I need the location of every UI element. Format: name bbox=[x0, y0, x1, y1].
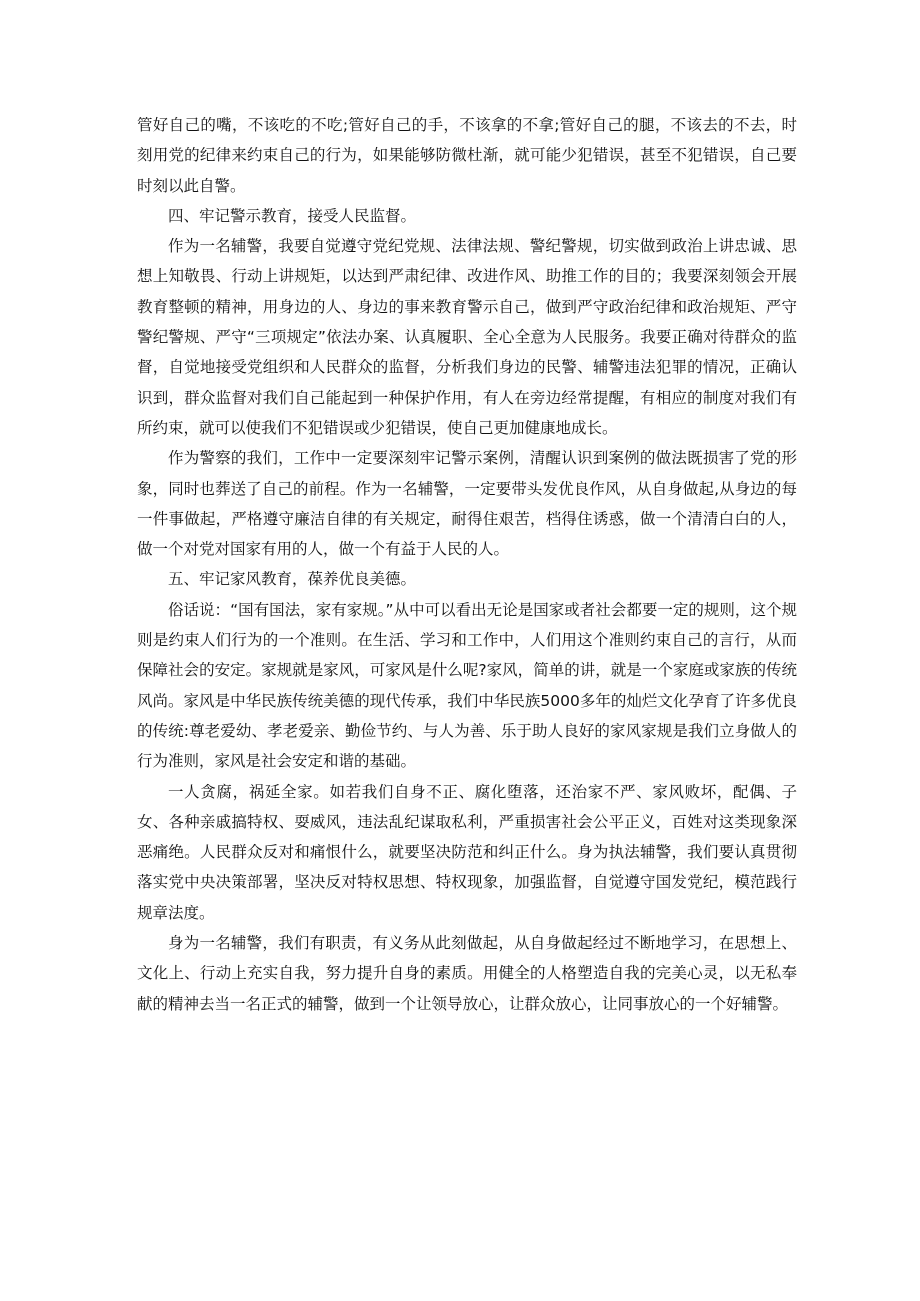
section-heading-five: 五、牢记家风教育，葆养优良美德。 bbox=[168, 570, 417, 589]
paragraph-intro-continuation: 管好自己的嘴，不该吃的不吃;管好自己的手，不该拿的不拿;管好自己的腿，不该去的不去，时刻用党的纪律来约束自己的行为，如果能够防微杜渐，就可能少犯错误，甚至不犯错误，自己要时刻以此自警。 bbox=[137, 116, 797, 195]
document-body bbox=[137, 110, 797, 1019]
paragraph-conclusion: 身为一名辅警，我们有职责，有义务从此刻做起，从自身做起经过不断地学习，在思想上、文化上、行动上充实自我，努力提升自身的素质。用健全的人格塑造自我的完美心灵，以无私奉献的精神去当一名正式的辅警，做到一个让领导放心，让群众放心，让同事放心的一个好辅警。 bbox=[137, 934, 797, 1013]
paragraph-self-discipline: 作为一名辅警，我要自觉遵守党纪党规、法律法规、警纪警规，切实做到政治上讲忠诚、思想上知敬畏、行动上讲规矩，以达到严肃纪律、改进作风、助推工作的目的；我要深刻领会开展教育整顿的精神，用身边的人、身边的事来教育警示自己，做到严守政治纪律和政治规矩、严守警纪警规、严守“三项规定”依法办案、认真履职、全心全意为人民服务。我要正确对待群众的监督，自觉地接受党组织和人民群众的监督，分析我们身边的民警、辅警违法犯罪的情况，正确认识到，群众监督对我们自己能起到一种保护作用，有人在旁边经常提醒，有相应的制度对我们有所约束，就可以使我们不犯错误或少犯错误，使自己更加健康地成长。 bbox=[137, 237, 797, 437]
section-heading-four: 四、牢记警示教育，接受人民监督。 bbox=[168, 206, 417, 225]
paragraph-family-rules: 俗话说：“国有国法，家有家规。”从中可以看出无论是国家或者社会都要一定的规则，这个规则是约束人们行为的一个准则。在生活、学习和工作中，人们用这个准则约束自己的言行，从而保障社会的安定。家规就是家风，可家风是什么呢?家风，简单的讲，就是一个家庭或家族的传统风尚。家风是中华民族传统美德的现代传承，我们中华民族5000多年的灿烂文化孕育了许多优良的传统:尊老爱幼、孝老爱亲、勤俭节约、与人为善、乐于助人良好的家风家规是我们立身做人的行为准则，家风是社会安定和谐的基础。 bbox=[137, 600, 797, 771]
paragraph-warning-cases: 作为警察的我们，工作中一定要深刻牢记警示案例，清醒认识到案例的做法既损害了党的形象，同时也葬送了自己的前程。作为一名辅警，一定要带头发优良作风，从自身做起,从身边的每一件事做起，严格遵守廉洁自律的有关规定，耐得住艰苦，档得住诱惑，做一个清清白白的人，做一个对党对国家有用的人，做一个有益于人民的人。 bbox=[137, 449, 797, 559]
paragraph-corruption: 一人贪腐，祸延全家。如若我们自身不正、腐化堕落，还治家不严、家风败坏，配偶、子女、各种亲戚搞特权、耍威风，违法乱纪谋取私利，严重损害社会公平正义，百姓对这类现象深恶痛绝。人民群众反对和痛恨什么，就要坚决防范和纠正什么。身为执法辅警，我们要认真贯彻落实党中央决策部署，坚决反对特权思想、特权现象，加强监督，自觉遵守国发党纪，模范践行规章法度。 bbox=[137, 782, 797, 922]
